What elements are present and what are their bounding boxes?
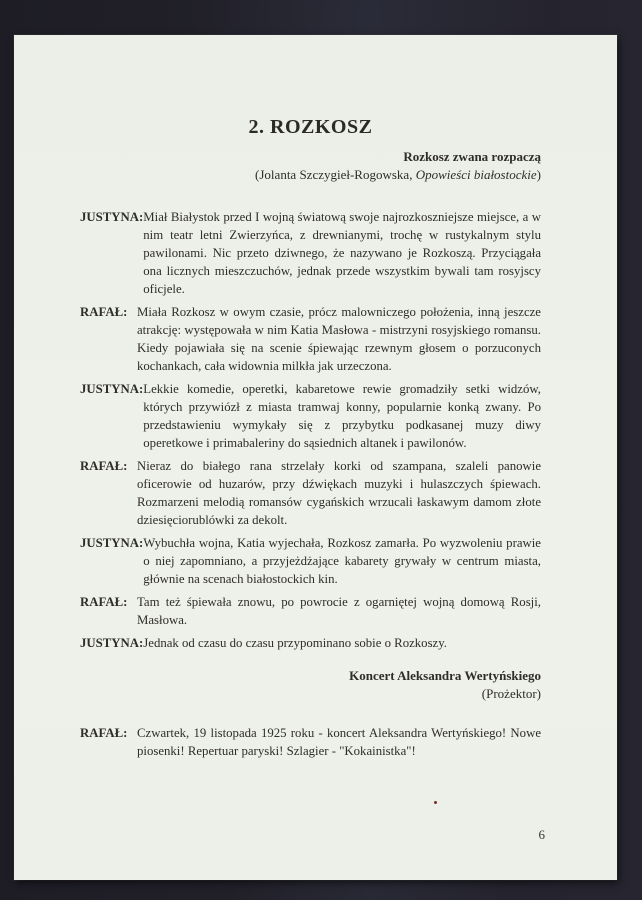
page-title: 2. ROZKOSZ xyxy=(248,116,373,138)
dialogue-block xyxy=(80,303,541,375)
dialogue-text: Nieraz do białego rana strzelały korki od szampana, szaleli panowie oficerowie od huzarów, przy dźwiękach muzyki i hulaszczych śpiewach. Rozmarzeni melodią romansów cygańskich wrzucali łaskawym damom złote dziesięciorublówki za dekolt. xyxy=(137,459,541,527)
speaker-label: RAFAŁ: xyxy=(80,595,128,609)
page-number: 6 xyxy=(538,827,545,842)
dialogue-text: Miał Białystok przed I wojną światową swoje najrozkoszniejsze miejsce, a w nim teatr letni Zwierzyńca, z drewnianymi, trochę w rustykalnym stylu pawilonami. Nic przeto dziwnego, że nazywano je Rozkoszą. Przyciągała ona licznych mieszczuchów, jednak przede wszystkim bywali tam rosyjscy oficjele. xyxy=(143,210,541,296)
speaker-label: JUSTYNA: xyxy=(80,382,144,396)
dialogue-section-1 xyxy=(80,208,541,652)
epigraph-source-work: Opowieści białostockie xyxy=(415,167,537,182)
epigraph-source xyxy=(80,166,541,184)
dialogue-block xyxy=(80,534,541,588)
red-ink-speck xyxy=(434,801,437,804)
concert-heading xyxy=(80,667,541,703)
speaker-label: JUSTYNA: xyxy=(80,210,144,224)
dialogue-block xyxy=(80,208,541,298)
concert-heading-subtitle: (Prożektor) xyxy=(481,686,541,701)
page-content xyxy=(14,114,617,760)
dialogue-block xyxy=(80,724,541,760)
dialogue-text: Miała Rozkosz w owym czasie, prócz malowniczego położenia, inną jeszcze atrakcję: występowała w nim Katia Masłowa - mistrzyni rosyjskiego romansu. Kiedy pojawiała się na scenie śpiewając rzewnym głosem o porzuconych kochankach, cała widownia milkła jak urzeczona. xyxy=(137,305,541,373)
dialogue-text: Tam też śpiewała znowu, po powrocie z ogarniętej wojną domową Rosji, Masłowa. xyxy=(137,595,541,627)
speaker-label: RAFAŁ: xyxy=(80,305,128,319)
dialogue-text: Wybuchła wojna, Katia wyjechała, Rozkosz zamarła. Po wyzwoleniu prawie o niej zapomniano, a przyjeżdżające kabarety grywały w centrum miasta, głównie na scenach białostockich kin. xyxy=(143,536,541,586)
epigraph xyxy=(80,148,541,184)
dialogue-text: Czwartek, 19 listopada 1925 roku - koncert Aleksandra Wertyńskiego! Nowe piosenki! Repertuar paryski! Szlagier - "Kokainistka"! xyxy=(137,726,541,758)
dialogue-block xyxy=(80,457,541,529)
concert-heading-title: Koncert Aleksandra Wertyńskiego xyxy=(349,668,541,683)
epigraph-source-suffix: ) xyxy=(536,167,541,182)
epigraph-source-prefix: (Jolanta Szczygieł-Rogowska, xyxy=(255,167,416,182)
speaker-label: JUSTYNA: xyxy=(80,536,144,550)
document-page xyxy=(14,35,617,880)
speaker-label: RAFAŁ: xyxy=(80,459,128,473)
epigraph-title: Rozkosz zwana rozpaczą xyxy=(403,149,541,164)
dialogue-block xyxy=(80,593,541,629)
dialogue-block xyxy=(80,380,541,452)
speaker-label: JUSTYNA: xyxy=(80,636,144,650)
dialogue-text: Lekkie komedie, operetki, kabaretowe rewie gromadziły setki widzów, których przywiózł z miasta tramwaj konny, popularnie konką zwany. Po przedstawieniu wymykały się z przybytku podkasanej muzy diwy operetkowe i primabaleriny do sąsiednich altanek i pawilonów. xyxy=(143,382,541,450)
dialogue-text: Jednak od czasu do czasu przypominano sobie o Rozkoszy. xyxy=(143,636,448,650)
dialogue-block xyxy=(80,634,541,652)
speaker-label: RAFAŁ: xyxy=(80,726,128,740)
dialogue-section-2 xyxy=(80,724,541,760)
